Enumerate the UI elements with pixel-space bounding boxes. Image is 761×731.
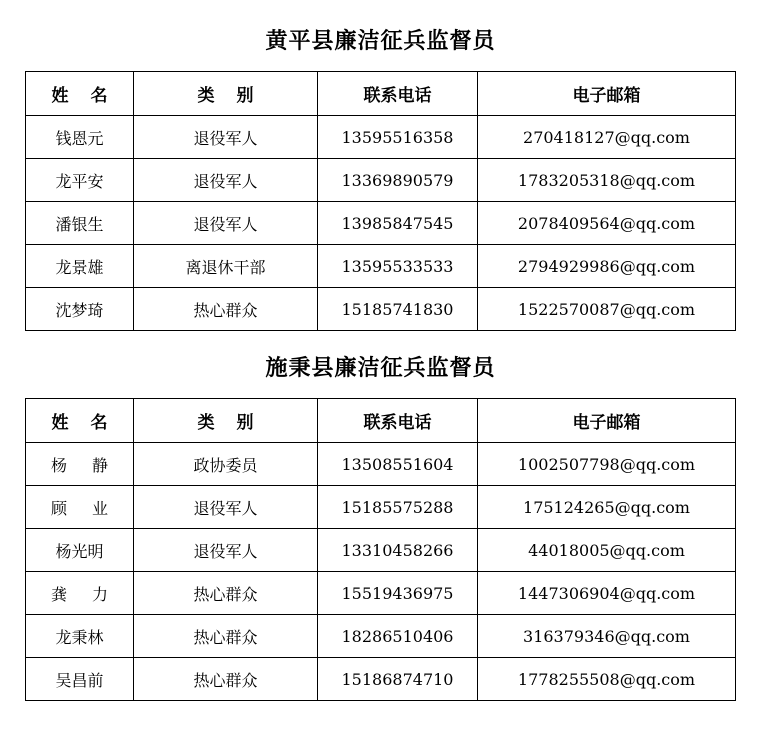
table-row	[26, 288, 736, 331]
cell-type: 退役军人	[134, 202, 318, 245]
table-row	[26, 529, 736, 572]
cell-email: 1002507798@qq.com	[478, 443, 736, 486]
cell-email: 1778255508@qq.com	[478, 658, 736, 701]
cell-name: 龙平安	[26, 159, 134, 202]
supervisor-table-2	[25, 398, 736, 701]
cell-type: 退役军人	[134, 486, 318, 529]
column-header-name: 姓 名	[26, 399, 134, 443]
cell-email: 175124265@qq.com	[478, 486, 736, 529]
cell-name: 沈梦琦	[26, 288, 134, 331]
cell-email: 1447306904@qq.com	[478, 572, 736, 615]
cell-phone: 15186874710	[318, 658, 478, 701]
table-row	[26, 443, 736, 486]
cell-email: 44018005@qq.com	[478, 529, 736, 572]
section-shibing	[0, 351, 761, 701]
cell-phone: 15185741830	[318, 288, 478, 331]
document-page	[0, 24, 761, 731]
column-header-email: 电子邮箱	[478, 72, 736, 116]
table-row	[26, 159, 736, 202]
column-header-name: 姓 名	[26, 72, 134, 116]
cell-type: 政协委员	[134, 443, 318, 486]
column-header-type: 类 别	[134, 72, 318, 116]
cell-phone: 13985847545	[318, 202, 478, 245]
cell-email: 316379346@qq.com	[478, 615, 736, 658]
cell-name: 潘银生	[26, 202, 134, 245]
cell-phone: 13595516358	[318, 116, 478, 159]
cell-phone: 15519436975	[318, 572, 478, 615]
cell-email: 270418127@qq.com	[478, 116, 736, 159]
cell-type: 热心群众	[134, 615, 318, 658]
cell-name: 吴昌前	[26, 658, 134, 701]
cell-phone: 13508551604	[318, 443, 478, 486]
cell-name: 顾 业	[26, 486, 134, 529]
cell-name: 龙景雄	[26, 245, 134, 288]
table-row	[26, 572, 736, 615]
cell-name: 龚 力	[26, 572, 134, 615]
table-row	[26, 486, 736, 529]
table-row	[26, 245, 736, 288]
cell-email: 1522570087@qq.com	[478, 288, 736, 331]
section-huangping	[0, 24, 761, 331]
table-row	[26, 116, 736, 159]
cell-type: 退役军人	[134, 159, 318, 202]
cell-phone: 13369890579	[318, 159, 478, 202]
cell-name: 杨 静	[26, 443, 134, 486]
page-title-2: 施秉县廉洁征兵监督员	[265, 355, 496, 381]
cell-type: 热心群众	[134, 572, 318, 615]
table-row	[26, 615, 736, 658]
cell-email: 1783205318@qq.com	[478, 159, 736, 202]
column-header-phone: 联系电话	[318, 72, 478, 116]
cell-type: 退役军人	[134, 529, 318, 572]
cell-phone: 15185575288	[318, 486, 478, 529]
column-header-phone: 联系电话	[318, 399, 478, 443]
cell-type: 退役军人	[134, 116, 318, 159]
cell-phone: 18286510406	[318, 615, 478, 658]
table-header-row	[26, 72, 736, 116]
cell-name: 龙秉林	[26, 615, 134, 658]
cell-email: 2794929986@qq.com	[478, 245, 736, 288]
supervisor-table-1	[25, 71, 736, 331]
cell-phone: 13595533533	[318, 245, 478, 288]
cell-name: 钱恩元	[26, 116, 134, 159]
page-title-1: 黄平县廉洁征兵监督员	[265, 28, 496, 54]
table-header-row	[26, 399, 736, 443]
column-header-type: 类 别	[134, 399, 318, 443]
column-header-email: 电子邮箱	[478, 399, 736, 443]
cell-name: 杨光明	[26, 529, 134, 572]
cell-phone: 13310458266	[318, 529, 478, 572]
cell-email: 2078409564@qq.com	[478, 202, 736, 245]
cell-type: 热心群众	[134, 658, 318, 701]
table-row	[26, 658, 736, 701]
table-row	[26, 202, 736, 245]
cell-type: 热心群众	[134, 288, 318, 331]
cell-type: 离退休干部	[134, 245, 318, 288]
